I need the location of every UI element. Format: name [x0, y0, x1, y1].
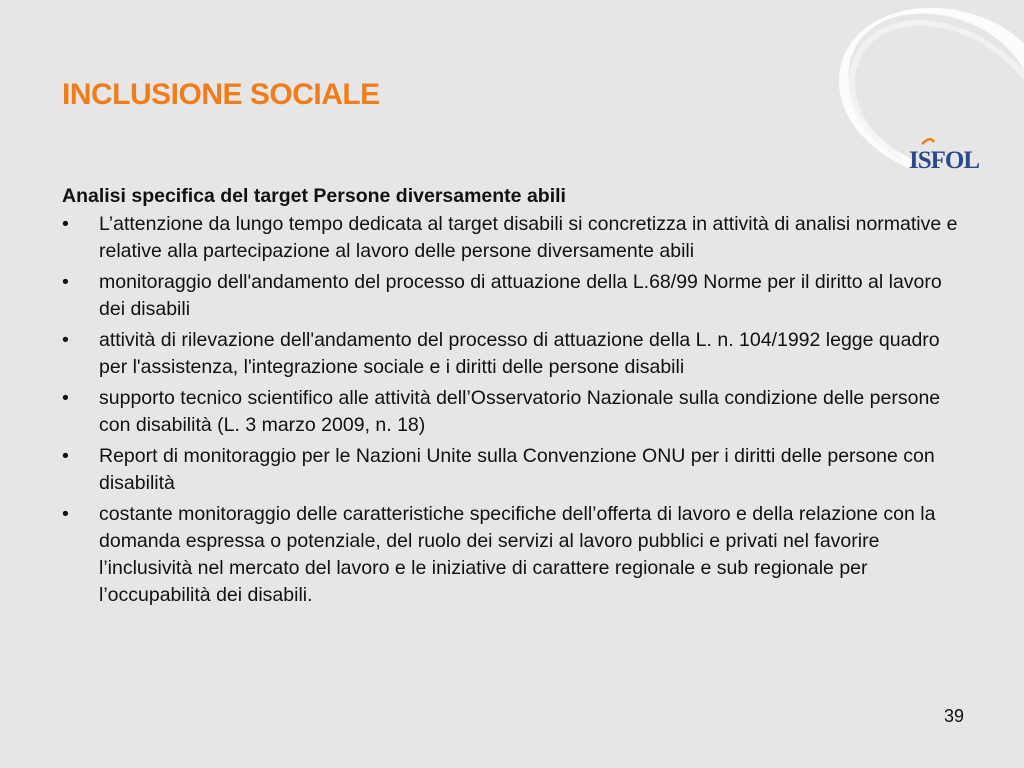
bullet-icon: • [62, 213, 69, 235]
bullet-icon: • [62, 503, 69, 525]
bullet-text: attività di rilevazione dell'andamento del processo di attuazione della L. n. 104/1992 legge quadro per l'assistenza, l'integrazione sociale e i diritti delle persone disabili [99, 329, 940, 378]
slide-content [62, 183, 962, 613]
bullet-list [62, 211, 962, 609]
bullet-icon: • [62, 387, 69, 409]
bullet-item [62, 269, 962, 323]
logo-text: ISFOL [909, 147, 980, 174]
bullet-icon: • [62, 445, 69, 467]
bullet-item [62, 327, 962, 381]
page-number: 39 [943, 706, 964, 726]
bullet-icon: • [62, 271, 69, 293]
swoosh-decoration-icon [839, 8, 1024, 168]
bullet-text: monitoraggio dell'andamento del processo di attuazione della L.68/99 Norme per il diritto al lavoro dei disabili [99, 271, 942, 320]
bullet-text: supporto tecnico scientifico alle attività dell’Osservatorio Nazionale sulla condizione delle persone con disabilità (L. 3 marzo 2009, n. 18) [99, 387, 941, 436]
bullet-item [62, 211, 962, 265]
bullet-text: Report di monitoraggio per le Nazioni Unite sulla Convenzione ONU per i diritti delle persone con disabilità [99, 445, 935, 494]
bullet-text: costante monitoraggio delle caratteristiche specifiche dell’offerta di lavoro e della relazione con la domanda espressa o potenziale, del ruolo dei servizi al lavoro pubblici e privati nel favorire l’inclusività nel mercato del lavoro e le iniziative di carattere regionale e sub regionale per l’occupabilità dei disabili. [99, 503, 936, 606]
bullet-text: L’attenzione da lungo tempo dedicata al target disabili si concretizza in attività di analisi normative e relative alla partecipazione al lavoro delle persone diversamente abili [99, 213, 958, 262]
slide-title: INCLUSIONE SOCIALE [62, 78, 380, 111]
bullet-item [62, 385, 962, 439]
bullet-item [62, 501, 962, 609]
isfol-logo-icon [804, 0, 1024, 200]
bullet-icon: • [62, 329, 69, 351]
bullet-item [62, 443, 962, 497]
slide-subtitle: Analisi specifica del target Persone diversamente abili [62, 185, 566, 207]
